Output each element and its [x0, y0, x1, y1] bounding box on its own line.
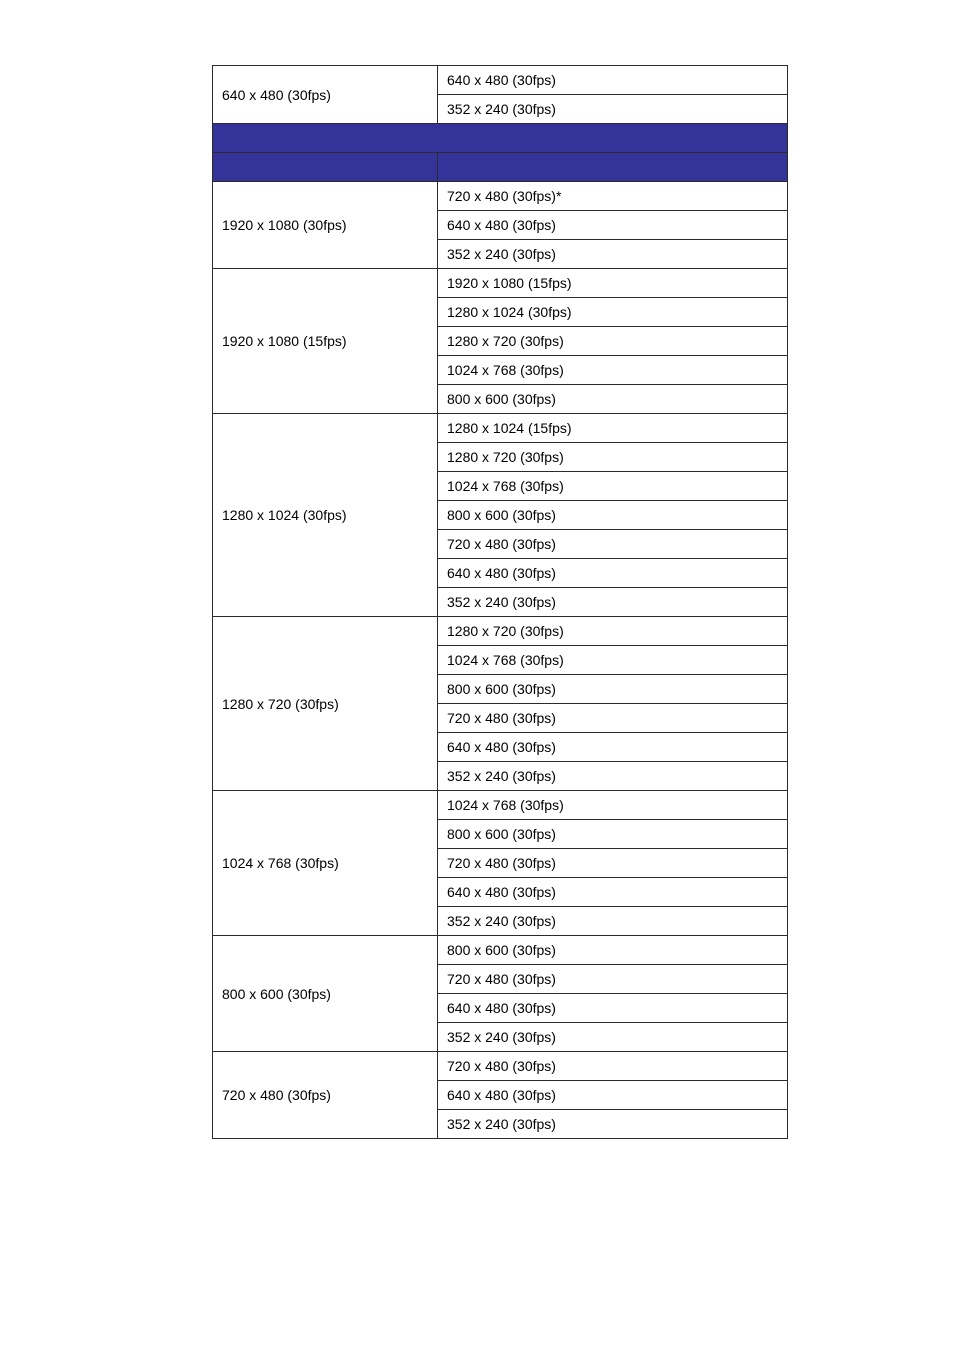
output-resolution-cell: 1280 x 720 (30fps) — [438, 617, 788, 646]
output-resolution-cell: 1280 x 720 (30fps) — [438, 327, 788, 356]
output-resolution-cell: 720 x 480 (30fps)* — [438, 182, 788, 211]
output-resolution-cell: 1280 x 1024 (30fps) — [438, 298, 788, 327]
output-resolution-cell: 1024 x 768 (30fps) — [438, 472, 788, 501]
section-header-band — [213, 124, 788, 153]
output-resolution-cell: 352 x 240 (30fps) — [438, 907, 788, 936]
table-row — [213, 791, 788, 820]
output-resolution-cell: 640 x 480 (30fps) — [438, 878, 788, 907]
column-header-output — [438, 153, 788, 182]
input-resolution-cell: 1920 x 1080 (30fps) — [213, 182, 438, 269]
output-resolution-cell: 1024 x 768 (30fps) — [438, 791, 788, 820]
output-resolution-cell: 640 x 480 (30fps) — [438, 211, 788, 240]
output-resolution-cell: 800 x 600 (30fps) — [438, 385, 788, 414]
output-resolution-cell: 352 x 240 (30fps) — [438, 95, 788, 124]
output-resolution-cell: 1024 x 768 (30fps) — [438, 646, 788, 675]
output-resolution-cell: 352 x 240 (30fps) — [438, 240, 788, 269]
output-resolution-cell: 800 x 600 (30fps) — [438, 675, 788, 704]
output-resolution-cell: 1920 x 1080 (15fps) — [438, 269, 788, 298]
input-resolution-cell: 1280 x 1024 (30fps) — [213, 414, 438, 617]
table-row — [213, 1052, 788, 1081]
output-resolution-cell: 720 x 480 (30fps) — [438, 530, 788, 559]
output-resolution-cell: 720 x 480 (30fps) — [438, 1052, 788, 1081]
output-resolution-cell: 800 x 600 (30fps) — [438, 820, 788, 849]
output-resolution-cell: 640 x 480 (30fps) — [438, 733, 788, 762]
input-resolution-cell: 1024 x 768 (30fps) — [213, 791, 438, 936]
input-resolution-cell: 640 x 480 (30fps) — [213, 66, 438, 124]
output-resolution-cell: 720 x 480 (30fps) — [438, 965, 788, 994]
column-header-band — [213, 153, 788, 182]
input-resolution-cell: 1920 x 1080 (15fps) — [213, 269, 438, 414]
table-row — [213, 617, 788, 646]
table-row — [213, 66, 788, 95]
output-resolution-cell: 1280 x 1024 (15fps) — [438, 414, 788, 443]
output-resolution-cell: 352 x 240 (30fps) — [438, 1023, 788, 1052]
input-resolution-cell: 800 x 600 (30fps) — [213, 936, 438, 1052]
table-row — [213, 936, 788, 965]
table-row — [213, 182, 788, 211]
output-resolution-cell: 640 x 480 (30fps) — [438, 994, 788, 1023]
output-resolution-cell: 352 x 240 (30fps) — [438, 588, 788, 617]
input-resolution-cell: 720 x 480 (30fps) — [213, 1052, 438, 1139]
output-resolution-cell: 720 x 480 (30fps) — [438, 704, 788, 733]
output-resolution-cell: 1024 x 768 (30fps) — [438, 356, 788, 385]
output-resolution-cell: 640 x 480 (30fps) — [438, 66, 788, 95]
output-resolution-cell: 800 x 600 (30fps) — [438, 936, 788, 965]
output-resolution-cell: 800 x 600 (30fps) — [438, 501, 788, 530]
input-resolution-cell: 1280 x 720 (30fps) — [213, 617, 438, 791]
section-header-cell — [213, 124, 788, 153]
table-row — [213, 414, 788, 443]
output-resolution-cell: 720 x 480 (30fps) — [438, 849, 788, 878]
output-resolution-cell: 1280 x 720 (30fps) — [438, 443, 788, 472]
output-resolution-cell: 640 x 480 (30fps) — [438, 559, 788, 588]
output-resolution-cell: 640 x 480 (30fps) — [438, 1081, 788, 1110]
column-header-input — [213, 153, 438, 182]
output-resolution-cell: 352 x 240 (30fps) — [438, 762, 788, 791]
resolution-table — [212, 65, 788, 1139]
table-body — [213, 66, 788, 1139]
output-resolution-cell: 352 x 240 (30fps) — [438, 1110, 788, 1139]
table-row — [213, 269, 788, 298]
